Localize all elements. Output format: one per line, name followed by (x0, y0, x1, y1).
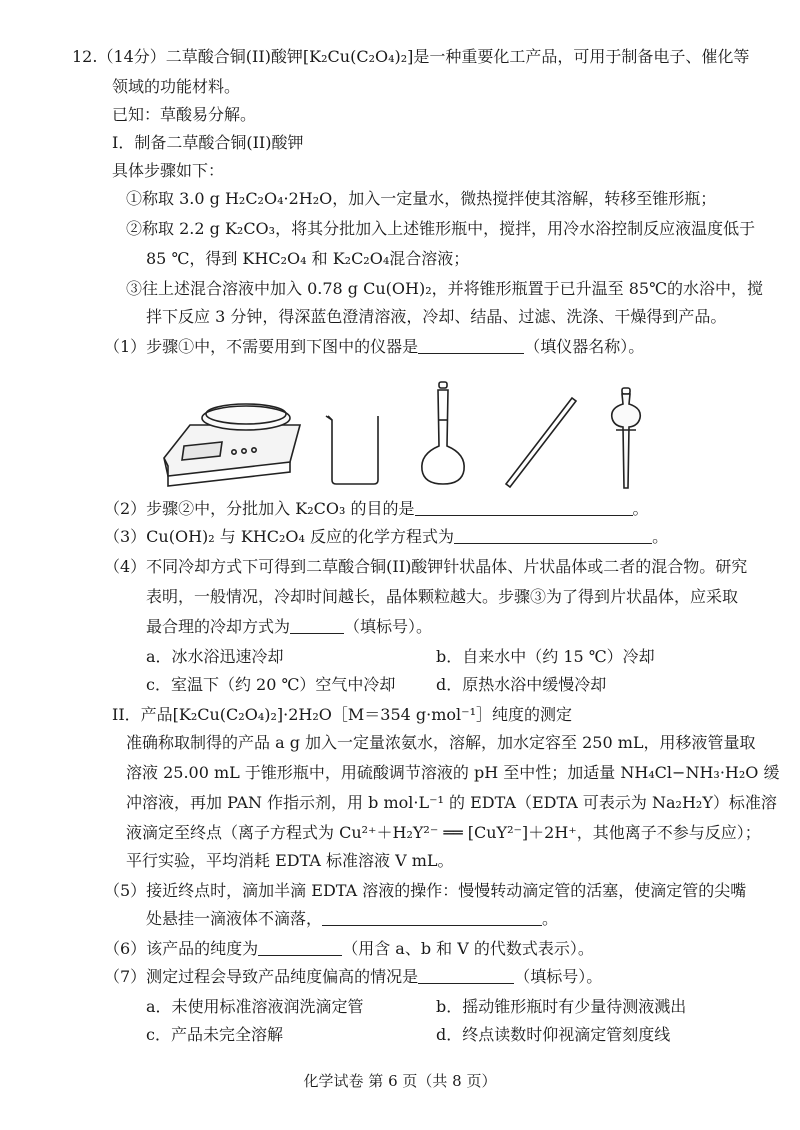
part2-line3: 冲溶液，再加 PAN 作指示剂，用 b mol·L⁻¹ 的 EDTA（EDTA 可表示为 Na₂H₂Y）标准溶 (126, 793, 777, 812)
question-2: （2）步骤②中，分批加入 K₂CO₃ 的目的是 。 (104, 499, 649, 518)
question-4-line2: 表明，一般情况，冷却时间越长，晶体颗粒越大。步骤③为了得到片状晶体，应采取 (146, 587, 739, 606)
q4-option-c: c．室温下（约 20 ℃）空气中冷却 (146, 675, 396, 694)
step-1: ①称取 3.0 g H₂C₂O₄·2H₂O，加入一定量水，微热搅拌使其溶解，转移至锥形瓶； (126, 189, 717, 208)
part2-line5: 平行实验，平均消耗 EDTA 标准溶液 V mL。 (126, 851, 454, 870)
answer-blank-4[interactable] (290, 617, 344, 634)
q12-line2: 领域的功能材料。 (112, 77, 241, 96)
step-2-line2: 85 ℃，得到 KHC₂O₄ 和 K₂C₂O₄混合溶液； (146, 249, 470, 268)
step-3-line1: ③往上述混合溶液中加入 0.78 g Cu(OH)₂，并将锥形瓶置于已升温至 85℃的水浴中，搅 (126, 279, 763, 298)
question-1: （1）步骤①中，不需要用到下图中的仪器是 （填仪器名称）。 (104, 337, 645, 356)
q4-option-d: d．原热水浴中缓慢冷却 (436, 675, 607, 694)
steps-intro: 具体步骤如下： (112, 161, 225, 180)
known-note: 已知：草酸易分解。 (112, 105, 257, 124)
part2-line1: 准确称取制得的产品 a g 加入一定量浓氨水，溶解，加水定容至 250 mL，用移液管量取 (126, 733, 756, 752)
separatory-funnel-icon (612, 388, 641, 488)
part1-heading: I．制备二草酸合铜(II)酸钾 (112, 133, 304, 152)
instruments-figure (160, 380, 680, 490)
q12-line1: 12.（14分）二草酸合铜(II)酸钾[K₂Cu(C₂O₄)₂]是一种重要化工产品，可用于制备电子、催化等 (72, 47, 750, 66)
q4-option-b: b．自来水中（约 15 ℃）冷却 (436, 647, 655, 666)
q7-option-d: d．终点读数时仰视滴定管刻度线 (436, 1025, 671, 1044)
volumetric-flask-icon (422, 382, 464, 484)
balance-icon (164, 404, 300, 486)
q4-option-a: a．冰水浴迅速冷却 (146, 647, 284, 666)
question-5-line2: 处悬挂一滴液体不滴落， 。 (146, 909, 559, 928)
answer-blank-7[interactable] (418, 967, 514, 984)
question-4-line1: （4）不同冷却方式下可得到二草酸合铜(II)酸钾针状晶体、片状晶体或二者的混合物。研究 (104, 557, 748, 576)
answer-blank-5[interactable] (322, 909, 542, 926)
q7-option-a: a．未使用标准溶液润洗滴定管 (146, 997, 364, 1016)
question-6: （6）该产品的纯度为 （用含 a、b 和 V 的代数式表示）。 (104, 939, 594, 958)
part2-line4: 液滴定至终点（离子方程式为 Cu²⁺＋H₂Y²⁻ ══ [CuY²⁻]＋2H⁺，其他离子不参与反应）； (126, 823, 761, 842)
answer-blank-1[interactable] (418, 337, 524, 354)
step-2-line1: ②称取 2.2 g K₂CO₃，将其分批加入上述锥形瓶中，搅拌，用冷水浴控制反应液温度低于 (126, 219, 756, 238)
question-3: （3）Cu(OH)₂ 与 KHC₂O₄ 反应的化学方程式为 。 (104, 527, 669, 546)
question-4-line3: 最合理的冷却方式为 （填标号）。 (146, 617, 433, 636)
step-3-line2: 拌下反应 3 分钟，得深蓝色澄清溶液，冷却、结晶、过滤、洗涤、干燥得到产品。 (146, 307, 727, 326)
answer-blank-6[interactable] (258, 939, 342, 956)
answer-blank-2[interactable] (415, 499, 633, 516)
q7-option-c: c．产品未完全溶解 (146, 1025, 283, 1044)
q7-option-b: b．摇动锥形瓶时有少量待测液溅出 (436, 997, 687, 1016)
question-5-line1: （5）接近终点时，滴加半滴 EDTA 溶液的操作：慢慢转动滴定管的活塞，使滴定管的尖嘴 (104, 881, 747, 900)
beaker-icon (326, 416, 378, 484)
page-footer: 化学试卷 第 6 页（共 8 页） (303, 1072, 497, 1090)
part2-heading: II．产品[K₂Cu(C₂O₄)₂]·2H₂O［M＝354 g·mol⁻¹］纯度的测定 (112, 705, 572, 724)
glass-rod-icon (506, 398, 576, 487)
question-7: （7）测定过程会导致产品纯度偏高的情况是 （填标号）。 (104, 967, 603, 986)
answer-blank-3[interactable] (454, 527, 652, 544)
part2-line2: 溶液 25.00 mL 于锥形瓶中，用硫酸调节溶液的 pH 至中性；加适量 NH₄Cl−NH₃·H₂O 缓 (126, 763, 780, 782)
